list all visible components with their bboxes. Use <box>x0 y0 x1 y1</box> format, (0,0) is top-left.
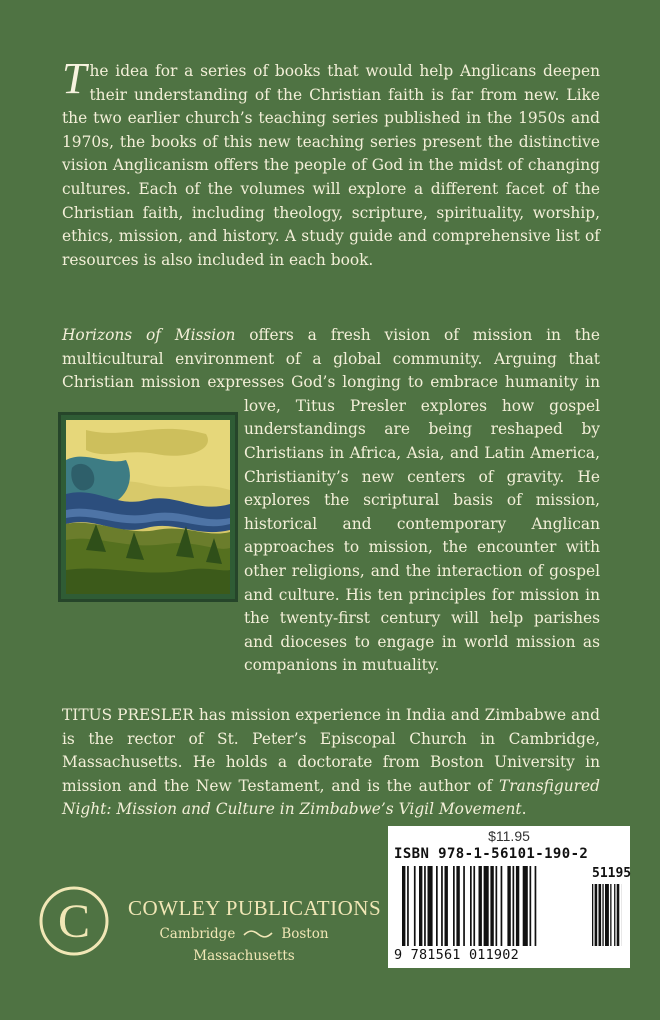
isbn: ISBN 978-1-56101-190-2 <box>394 846 589 862</box>
publisher-name: COWLEY PUBLICATIONS <box>128 896 382 920</box>
barcode-bar <box>402 866 405 946</box>
author-bio-text: TITUS PRESLER has mission experience in India and Zimbabwe and is the rector of St. Peter’s Episcopal Church in Cambridge, Massachusetts. He holds a doctorate from Boston University in mission and the New Testament, and is the author of <box>62 706 600 795</box>
barcode-bar <box>513 866 515 946</box>
publisher-city-1: Cambridge <box>159 926 236 942</box>
barcode-bar <box>428 866 433 946</box>
barcode-bar <box>490 866 493 946</box>
barcode-addon-bar <box>599 884 602 946</box>
barcode-bar <box>535 866 537 946</box>
barcode-bar <box>516 866 519 946</box>
barcode-bar <box>407 866 409 946</box>
barcode-icon <box>402 866 622 948</box>
publisher-city-2: Boston <box>281 926 329 942</box>
logo-letter: C <box>57 895 91 948</box>
barcode-digits: 9 781561 011902 <box>394 947 519 963</box>
barcode-bar <box>473 866 475 946</box>
drop-cap: T <box>62 54 87 103</box>
author-bio-end: . <box>521 800 527 819</box>
publisher-cities <box>128 926 360 942</box>
barcode-addon-bar <box>595 884 598 946</box>
barcode-addon-bar <box>617 884 620 946</box>
barcode-label <box>388 826 630 968</box>
series-intro-paragraph <box>62 54 600 272</box>
book-description-paragraph <box>62 324 600 678</box>
author-bio-paragraph <box>62 704 600 822</box>
barcode-addon-bar <box>602 884 603 946</box>
barcode-bar <box>484 866 489 946</box>
barcode-bar <box>441 866 443 946</box>
barcode-bar <box>424 866 426 946</box>
barcode-addon-bar <box>614 884 615 946</box>
publisher-block <box>128 896 382 964</box>
publisher-logo <box>38 885 110 957</box>
barcode-bar <box>456 866 459 946</box>
barcode-bar <box>523 866 528 946</box>
series-intro-text: he idea for a series of books that would help Anglicans deepen their understanding of the Christian faith is far from new. Like the two earlier church’s teaching series published in the 1950s and 1970s, the books of this new teaching series present the distinctive vision Anglicanism offers the people of God in the midst of changing cultures. Each of the volumes will explore a different facet of the Christian faith, including theology, scripture, spirituality, worship, ethics, mission, and history. A study guide and comprehensive list of resources is also included in each book. <box>62 62 600 269</box>
barcode-bar <box>414 866 416 946</box>
barcode-bar <box>436 866 438 946</box>
barcode-bar <box>530 866 532 946</box>
barcode-bar <box>453 866 455 946</box>
barcode-bar <box>479 866 482 946</box>
publisher-state: Massachusetts <box>193 948 295 964</box>
barcode-bar <box>507 866 510 946</box>
barcode-addon-bar <box>605 884 609 946</box>
wave-ornament-icon <box>243 929 273 939</box>
author-previous-book-title: Transfigured Night: Mission and Culture in Zimbabwe’s Vigil Movement <box>62 776 600 819</box>
barcode-bar <box>445 866 448 946</box>
barcode-bar <box>419 866 422 946</box>
price: $11.95 <box>488 828 530 844</box>
barcode-addon-bar <box>592 884 593 946</box>
barcode-bar <box>496 866 498 946</box>
barcode-bar <box>470 866 472 946</box>
book-description-text: offers a fresh vision of mission in the multicultural environment of a global community. Arguing that Christian mission expresses God’s longing to embrace humanity in love, Titus Presler explores how gospel understandings are being reshaped by Christians in Africa, Asia, and Latin America, Christianity’s new centers of gravity. He explores the scriptural basis of mission, historical and contemporary Anglican approaches to mission, the encounter with other religions, and the interaction of gospel and culture. His ten principles for mission in the twenty-first century will help parishes and dioceses to engage in world mission as companions in mutuality. <box>62 326 600 675</box>
barcode-bar <box>463 866 465 946</box>
barcode-addon-bar <box>610 884 611 946</box>
barcode-bar <box>501 866 503 946</box>
book-title: Horizons of Mission <box>62 326 236 344</box>
price-addon-number: 51195 <box>592 866 632 881</box>
